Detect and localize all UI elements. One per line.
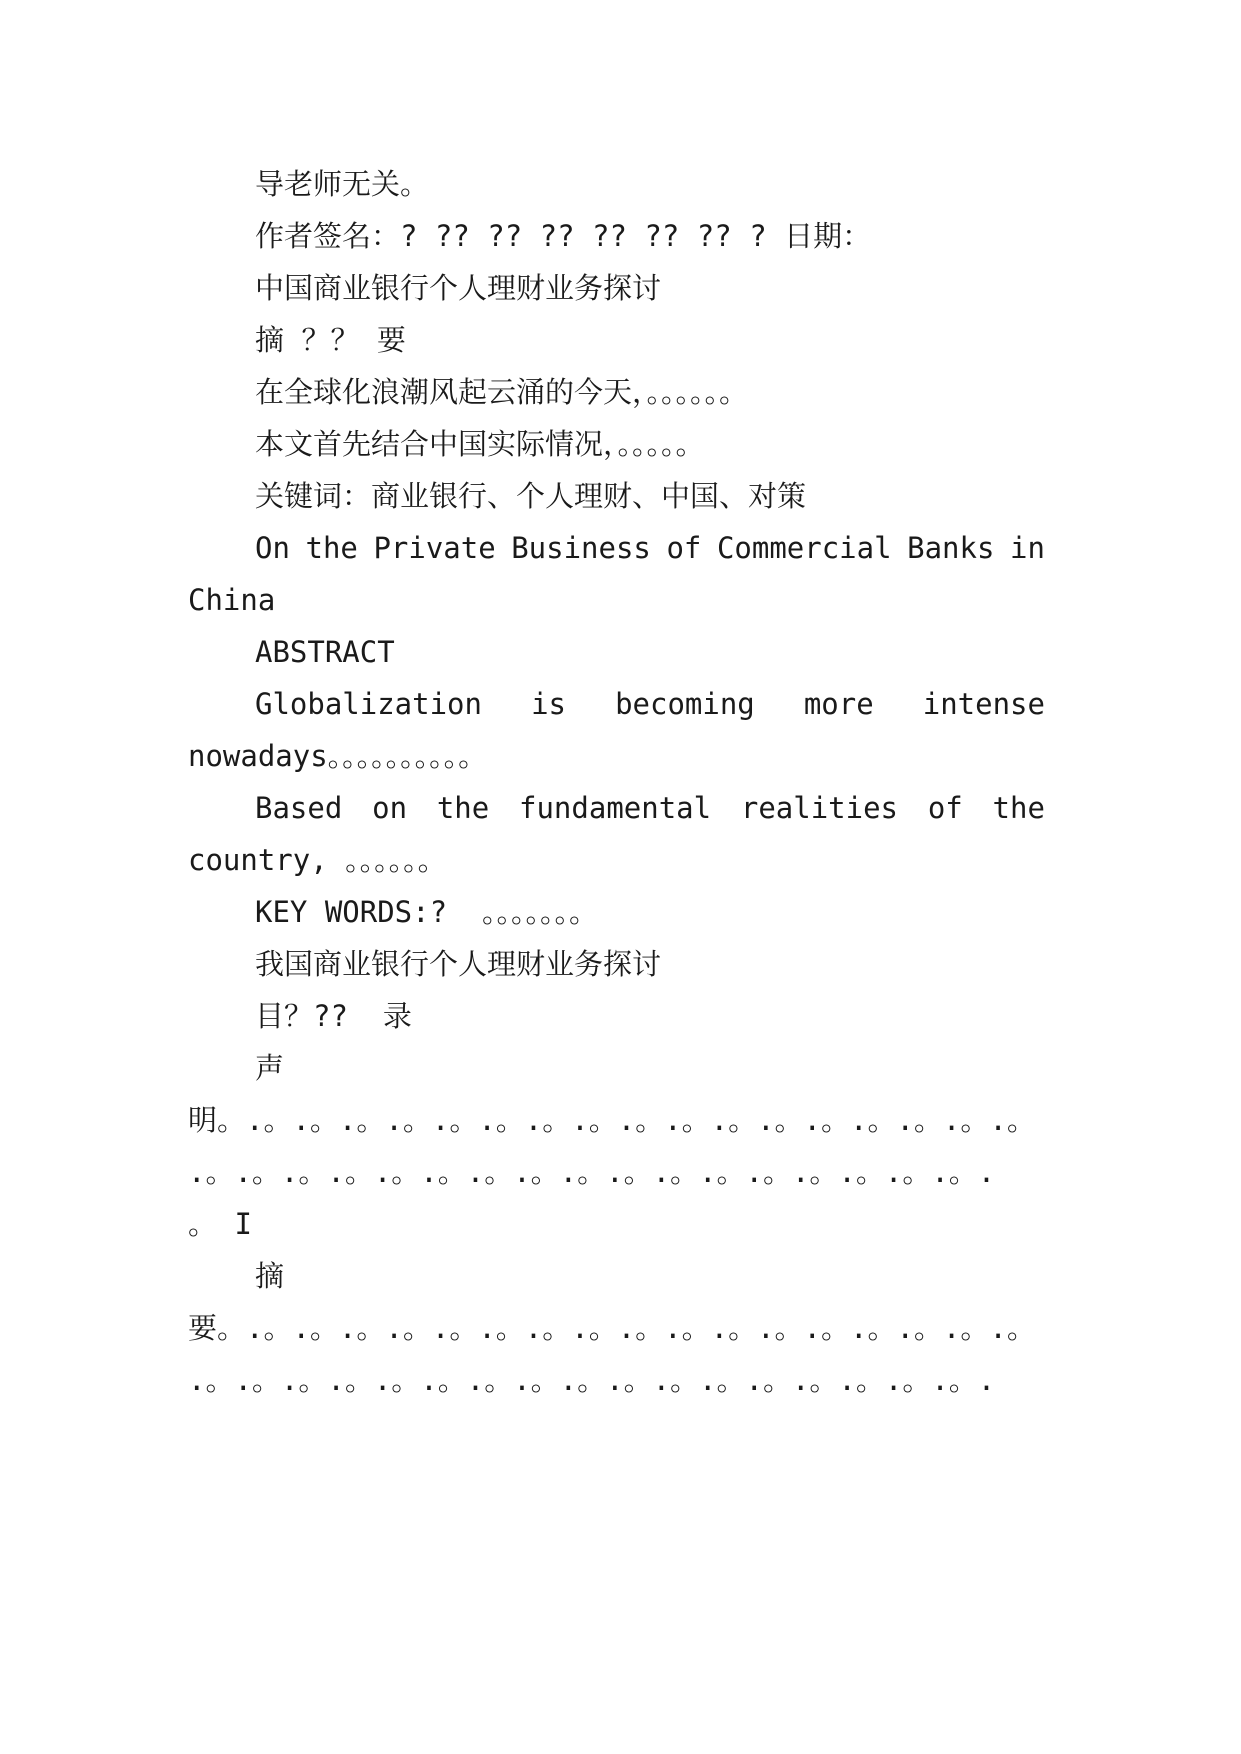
english-title-word: Private <box>373 531 496 565</box>
toc-leader-dots: 。.。.。.。.。.。.。.。.。.。.。.。.。.。.。.。.。.。 <box>217 1103 1036 1137</box>
english-word: fundamental <box>519 791 712 825</box>
english-title-end: China <box>188 583 276 617</box>
english-word: Based <box>255 791 343 825</box>
english-paragraph-1-line <box>255 687 1045 721</box>
toc-entry-abstract-start: 摘 <box>255 1259 285 1293</box>
toc-heading: 目？?? 录 <box>255 999 412 1033</box>
toc-leader-dots: .。.。.。.。.。.。.。.。.。.。.。.。.。.。.。.。.。. <box>188 1155 996 1189</box>
toc-entry-label-end: 明 <box>188 1103 218 1137</box>
english-title-word: Business <box>511 531 651 565</box>
english-word: Globalization <box>255 687 482 721</box>
english-word: the <box>992 791 1045 825</box>
english-abstract-heading: ABSTRACT <box>255 635 395 669</box>
chinese-title: 中国商业银行个人理财业务探讨 <box>255 271 662 305</box>
english-word: realities <box>740 791 899 825</box>
english-word: intense <box>922 687 1045 721</box>
abstract-paragraph-1: 在全球化浪潮风起云涌的今天，。。。。。。 <box>255 375 749 409</box>
signature-line: 作者签名：? ?? ?? ?? ?? ?? ?? ? 日期： <box>255 219 872 253</box>
english-title-word: On <box>255 531 290 565</box>
english-word: of <box>927 791 963 825</box>
toc-entry-declaration-start: 声 <box>255 1051 285 1085</box>
english-word: the <box>436 791 490 825</box>
keywords-english: KEY WORDS:? 。。。。。。。 <box>255 895 598 929</box>
toc-entry-label-end: 要 <box>188 1311 218 1345</box>
english-word: more <box>803 687 874 721</box>
toc-page-number: 。 I <box>188 1207 252 1241</box>
english-title-word: Banks <box>907 531 995 565</box>
toc-leader-dots: .。.。.。.。.。.。.。.。.。.。.。.。.。.。.。.。.。. <box>188 1363 996 1397</box>
english-title-word: in <box>1010 531 1045 565</box>
toc-entry-abstract-leader <box>188 1311 1036 1345</box>
english-paragraph-2-line <box>255 791 1045 825</box>
keywords-chinese: 关键词：商业银行、个人理财、中国、对策 <box>255 479 807 513</box>
english-paragraph-1-end: nowadays。。。。。。。。。。 <box>188 739 488 773</box>
english-title-word: of <box>666 531 702 565</box>
declaration-end: 导老师无关。 <box>255 167 430 201</box>
chinese-title-2: 我国商业银行个人理财业务探讨 <box>255 947 662 981</box>
english-word: is <box>531 687 566 721</box>
english-word: becoming <box>615 687 755 721</box>
abstract-paragraph-2: 本文首先结合中国实际情况，。。。。。 <box>255 427 705 461</box>
english-title-word: the <box>305 531 358 565</box>
toc-leader-dots: 。.。.。.。.。.。.。.。.。.。.。.。.。.。.。.。.。.。 <box>217 1311 1036 1345</box>
english-word: on <box>372 791 408 825</box>
english-paragraph-2-end: country, 。。。。。。 <box>188 843 447 877</box>
english-title-line <box>255 531 1045 565</box>
abstract-heading: 摘 ？？ 要 <box>255 323 406 357</box>
toc-entry-declaration-leader <box>188 1103 1036 1137</box>
english-title-word: Commercial <box>716 531 892 565</box>
